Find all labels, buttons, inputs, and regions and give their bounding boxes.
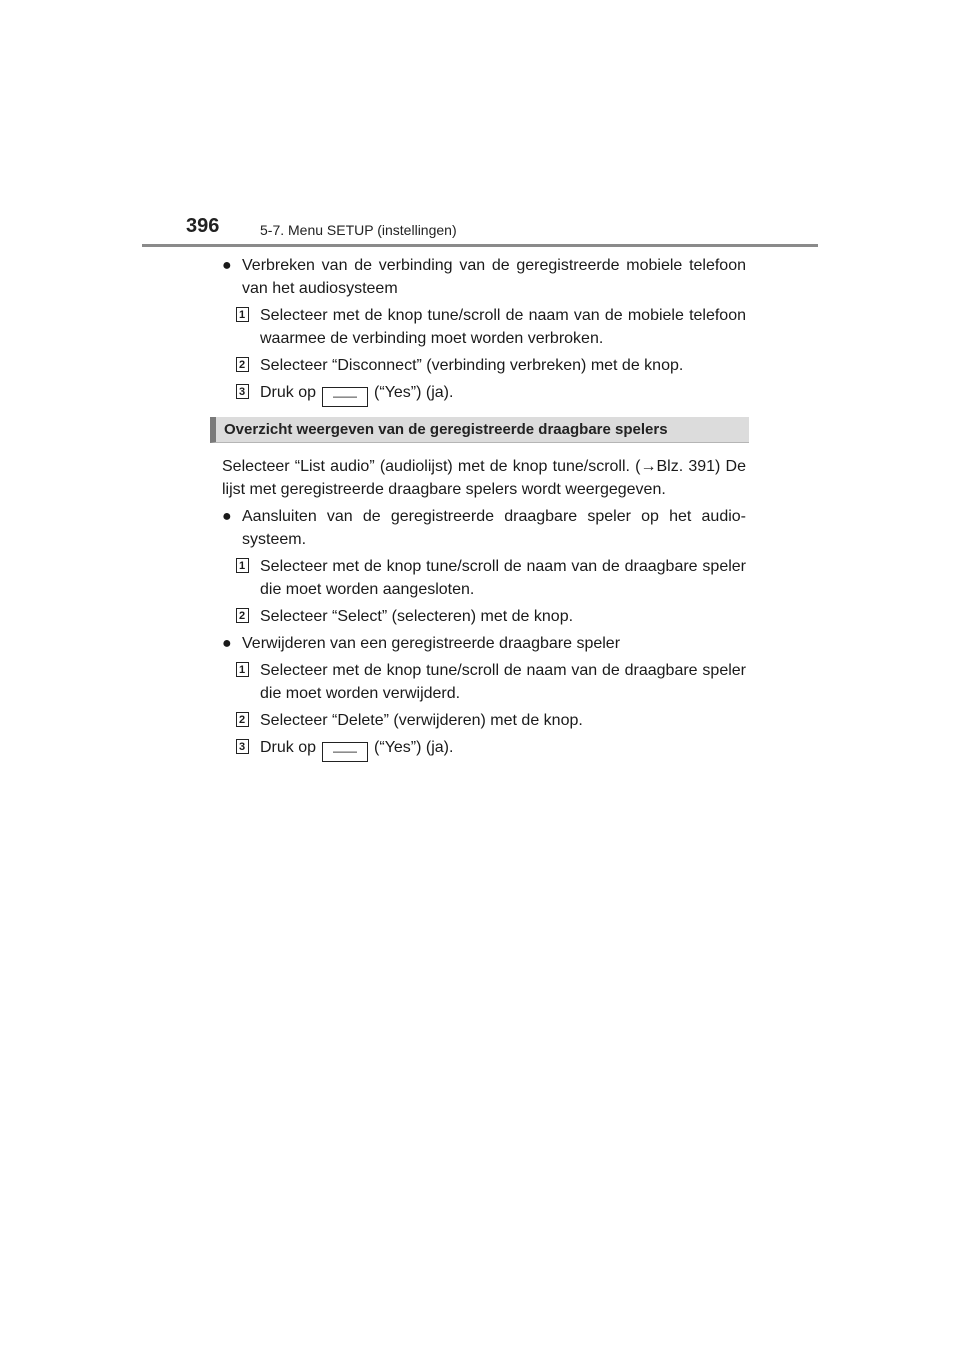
step-item bbox=[222, 381, 746, 407]
section-heading: Overzicht weergeven van de geregistreerde draagbare spelers bbox=[210, 417, 749, 443]
bullet-icon: ● bbox=[222, 257, 232, 274]
step-number-icon: 1 bbox=[236, 307, 249, 322]
step-item bbox=[222, 736, 746, 762]
step-number-icon: 2 bbox=[236, 357, 249, 372]
step-item bbox=[222, 555, 746, 601]
step-text: Selecteer “Disconnect” (verbinding verbreken) met de knop. bbox=[260, 357, 684, 374]
step-text: Selecteer met de knop tune/scroll de naam van de draagbare speler die moet worden verwijderd. bbox=[260, 662, 746, 702]
header-divider bbox=[142, 244, 818, 247]
bullet-connect-player bbox=[222, 505, 746, 551]
chapter-title: 5-7. Menu SETUP (instellingen) bbox=[260, 222, 457, 238]
step-item bbox=[222, 709, 746, 732]
step-number-icon: 3 bbox=[236, 739, 249, 754]
step-item bbox=[222, 354, 746, 377]
step-item bbox=[222, 605, 746, 628]
step-text: Selecteer met de knop tune/scroll de naam van de mobiele telefoon waarmee de verbinding moet worden verbroken. bbox=[260, 307, 746, 347]
step-item bbox=[222, 304, 746, 350]
page-content bbox=[222, 254, 746, 766]
step-number-icon: 1 bbox=[236, 662, 249, 677]
step-text: Selecteer met de knop tune/scroll de naam van de draagbare speler die moet worden aangesloten. bbox=[260, 558, 746, 598]
section-intro: Selecteer “List audio” (audiolijst) met de knop tune/scroll. (→Blz. 391) De lijst met geregistreerde draagbare spelers wordt weergegeven. bbox=[222, 458, 746, 498]
bullet-text: Aansluiten van de geregistreerde draagbare speler op het audiosysteem. bbox=[242, 508, 746, 548]
bullet-disconnect-phone bbox=[222, 254, 746, 300]
step-number-icon: 3 bbox=[236, 384, 249, 399]
bullet-icon: ● bbox=[222, 508, 232, 525]
button-placeholder-icon: —— bbox=[322, 742, 368, 762]
button-placeholder-icon: —— bbox=[322, 387, 368, 407]
bullet-icon: ● bbox=[222, 635, 232, 652]
step-number-icon: 2 bbox=[236, 712, 249, 727]
step-text-after: (“Yes”) (ja). bbox=[374, 384, 454, 401]
step-text-before: Druk op bbox=[260, 739, 317, 756]
step-number-icon: 2 bbox=[236, 608, 249, 623]
step-text: Selecteer “Delete” (verwijderen) met de knop. bbox=[260, 712, 583, 729]
step-text: Selecteer “Select” (selecteren) met de knop. bbox=[260, 608, 574, 625]
step-text-before: Druk op bbox=[260, 384, 317, 401]
bullet-text: Verbreken van de verbinding van de geregistreerde mobiele telefoon van het audiosysteem bbox=[242, 257, 746, 297]
bullet-text: Verwijderen van een geregistreerde draagbare speler bbox=[242, 635, 621, 652]
step-item bbox=[222, 659, 746, 705]
step-text-after: (“Yes”) (ja). bbox=[374, 739, 454, 756]
step-number-icon: 1 bbox=[236, 558, 249, 573]
page-number: 396 bbox=[186, 215, 220, 237]
bullet-delete-player bbox=[222, 632, 746, 655]
